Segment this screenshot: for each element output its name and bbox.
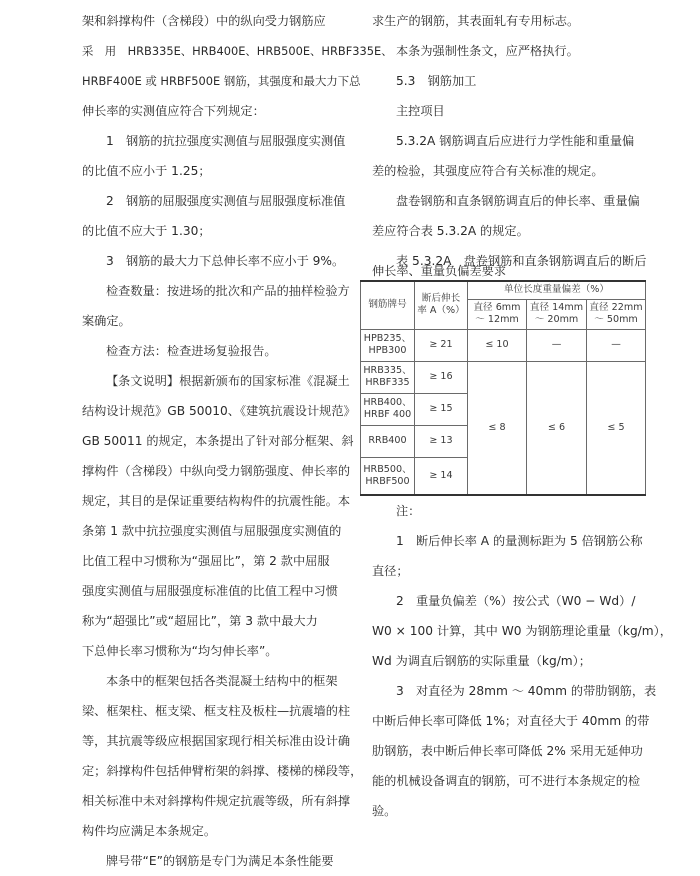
header-elong-l1: 断后伸长	[421, 293, 461, 305]
left-line: 撑构件（含梯段）中纵向受力钢筋强度、伸长率的	[82, 464, 351, 478]
cell-grade: RRB400	[361, 425, 415, 457]
left-line: 比值工程中习惯称为“强屈比”，第 2 款中屈服	[82, 554, 330, 568]
header-grade: 钢筋牌号	[361, 281, 415, 329]
section-heading: 5.3 钢筋加工	[396, 74, 477, 88]
note-line: 2 重量负偏差（%）按公式（W0 − Wd）/	[396, 594, 636, 608]
cell-d3: —	[587, 329, 646, 361]
subsection-heading: 主控项目	[396, 104, 445, 118]
left-line: 2 钢筋的屈服强度实测值与屈服强度标准值	[106, 194, 346, 208]
left-line: 【条文说明】根据新颁布的国家标准《混凝土	[106, 374, 350, 388]
table-caption-line2: 伸长率、重量负偏差要求	[372, 264, 507, 278]
elongation-table	[360, 280, 646, 496]
note-line: 能的机械设备调直的钢筋，可不进行本条规定的检	[372, 774, 641, 788]
right-line: 本条为强制性条文，应严格执行。	[396, 44, 579, 58]
note-line: 验。	[372, 804, 397, 818]
header-d3	[587, 299, 646, 329]
header-weight-deviation: 单位长度重量偏差（%）	[468, 281, 646, 299]
cell-elongation: ≥ 21	[415, 329, 468, 361]
cell-elongation: ≥ 13	[415, 425, 468, 457]
cell-grade	[361, 393, 415, 425]
left-line: 的比值不应小于 1.25；	[82, 164, 211, 178]
cell-d1-merged: ≤ 8	[468, 361, 527, 495]
header-elongation	[415, 281, 468, 329]
left-line: 定；斜撑构件包括伸臂桁架的斜撑、楼梯的梯段等，	[82, 764, 363, 778]
grade-l2: HRBF500	[365, 475, 410, 487]
grade-l2: HPB300	[368, 345, 407, 356]
header-d2-l1: 直径 14mm	[529, 302, 584, 313]
left-line: 1 钢筋的抗拉强度实测值与屈服强度实测值	[106, 134, 346, 148]
left-line: 相关标准中未对斜撑构件规定抗震等级，所有斜撑	[82, 794, 351, 808]
right-line: 差的检验，其强度应符合有关标准的规定。	[372, 164, 604, 178]
right-line: 盘卷钢筋和直条钢筋调直后的伸长率、重量偏	[396, 194, 640, 208]
header-d2-l2: ～ 20mm	[534, 314, 579, 325]
left-line: 构件均应满足本条规定。	[82, 824, 217, 838]
header-d3-l1: 直径 22mm	[589, 302, 643, 313]
left-line: 的比值不应大于 1.30；	[82, 224, 211, 238]
right-line: 5.3.2A 钢筋调直后应进行力学性能和重量偏	[396, 134, 635, 148]
left-line: 采 用 HRB335E、HRB400E、HRB500E、HRBF335E、	[82, 44, 393, 58]
header-d1-l2: ～ 12mm	[475, 314, 519, 325]
left-line: 本条中的框架包括各类混凝土结构中的框架	[106, 674, 338, 688]
cell-d3-merged: ≤ 5	[587, 361, 646, 495]
header-d1-l1: 直径 6mm	[473, 302, 521, 313]
table-row	[361, 361, 646, 393]
left-line: 等，其抗震等级应根据国家现行相关标准由设计确	[82, 734, 351, 748]
left-line: 检查数量：按进场的批次和产品的抽样检验方	[106, 284, 350, 298]
grade-l1: HRB400、	[363, 397, 412, 408]
grade-l1: HPB235、	[363, 333, 412, 344]
left-line: 规定，其目的是保证重要结构构件的抗震性能。本	[82, 494, 351, 508]
cell-elongation: ≥ 15	[415, 393, 468, 425]
grade-l1: HRB335、	[363, 365, 412, 376]
header-d3-l2: ～ 50mm	[594, 314, 638, 325]
left-line: 检查方法：检查进场复验报告。	[106, 344, 277, 358]
left-line: HRBF400E 或 HRBF500E 钢筋，其强度和最大力下总	[82, 74, 361, 88]
left-line: 条第 1 款中抗拉强度实测值与屈服强度实测值的	[82, 524, 342, 538]
right-line: 差应符合表 5.3.2A 的规定。	[372, 224, 529, 238]
cell-elongation: ≥ 16	[415, 361, 468, 393]
left-line: 牌号带“E”的钢筋是专门为满足本条性能要	[106, 854, 334, 868]
table-row	[361, 329, 646, 361]
note-line: W0 × 100 计算，其中 W0 为钢筋理论重量（kg/m），	[372, 624, 672, 638]
note-line: 直径；	[372, 564, 409, 578]
cell-grade	[361, 361, 415, 393]
note-line: 1 断后伸长率 A 的量测标距为 5 倍钢筋公称	[396, 534, 643, 548]
cell-elongation: ≥ 14	[415, 457, 468, 495]
cell-grade	[361, 329, 415, 361]
cell-d2-merged: ≤ 6	[527, 361, 587, 495]
note-line: Wd 为调直后钢筋的实际重量（kg/m）；	[372, 654, 591, 668]
header-d1	[468, 299, 527, 329]
left-line: 结构设计规范》GB 50010、《建筑抗震设计规范》	[82, 404, 356, 418]
right-line: 求生产的钢筋，其表面轧有专用标志。	[372, 14, 580, 28]
grade-l2: HRBF335	[365, 377, 410, 388]
left-line: 梁、框架柱、框支梁、框支柱及板柱—抗震墙的柱	[82, 704, 351, 718]
note-line: 中断后伸长率可降低 1%；对直径大于 40mm 的带	[372, 714, 650, 728]
cell-grade	[361, 457, 415, 495]
left-line: 案确定。	[82, 314, 131, 328]
header-elong-l2: 率 A（%）	[417, 305, 465, 317]
left-line: 下总伸长率习惯称为“均匀伸长率”。	[82, 644, 278, 658]
grade-l1: HRB500、	[363, 463, 412, 475]
grade-l2: HRBF 400	[363, 409, 412, 420]
left-line: GB 50011 的规定，本条提出了针对部分框架、斜	[82, 434, 354, 448]
left-line: 称为“超强比”或“超屈比”，第 3 款中最大力	[82, 614, 318, 628]
left-line: 伸长率的实测值应符合下列规定：	[82, 104, 265, 118]
note-line: 3 对直径为 28mm ～ 40mm 的带肋钢筋，表	[396, 684, 657, 698]
left-line: 架和斜撑构件（含梯段）中的纵向受力钢筋应	[82, 14, 326, 28]
cell-d2: —	[527, 329, 587, 361]
left-line: 强度实测值与屈服强度标准值的比值工程中习惯	[82, 584, 338, 598]
table-caption: 表 5.3.2A 盘卷钢筋和直条钢筋调直后的断后	[396, 254, 647, 268]
header-d2	[527, 299, 587, 329]
notes-label: 注：	[396, 504, 421, 518]
note-line: 肋钢筋，表中断后伸长率可降低 2% 采用无延伸功	[372, 744, 643, 758]
cell-d1: ≤ 10	[468, 329, 527, 361]
left-line: 3 钢筋的最大力下总伸长率不应小于 9%。	[106, 254, 345, 268]
